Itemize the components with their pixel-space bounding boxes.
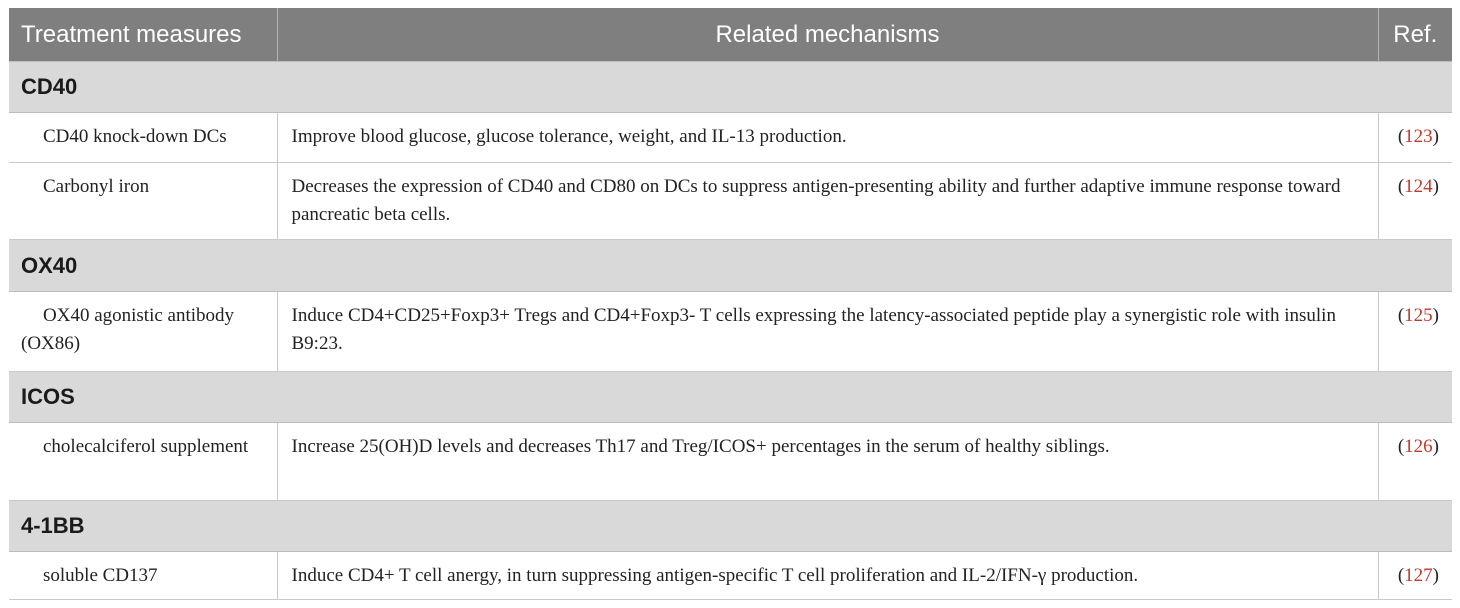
ref-open-paren: ( <box>1397 565 1405 586</box>
ref-cell <box>1378 423 1452 501</box>
treatment-cell: OX40 agonistic antibody (OX86) <box>9 292 277 372</box>
table-row <box>9 423 1452 501</box>
mechanism-cell: Improve blood glucose, glucose tolerance, weight, and IL-13 production. <box>277 113 1378 163</box>
ref-link[interactable]: 125 <box>1404 305 1433 326</box>
group-row-4-1bb <box>9 501 1452 552</box>
mechanism-cell: Increase 25(OH)D levels and decreases Th17 and Treg/ICOS+ percentages in the serum of healthy siblings. <box>277 423 1378 501</box>
ref-open-paren: ( <box>1397 436 1405 457</box>
ref-cell <box>1378 113 1452 163</box>
ref-close-paren: ) <box>1432 436 1439 457</box>
column-header-mechanisms: Related mechanisms <box>277 8 1378 62</box>
ref-close-paren: ) <box>1432 305 1439 326</box>
treatment-cell: CD40 knock-down DCs <box>9 113 277 163</box>
ref-open-paren: ( <box>1397 176 1405 197</box>
ref-open-paren: ( <box>1397 126 1405 147</box>
table-row <box>9 113 1452 163</box>
table-row <box>9 163 1452 240</box>
table-row <box>9 292 1452 372</box>
table-header-row <box>9 8 1452 62</box>
column-header-treatment: Treatment measures <box>9 8 277 62</box>
ref-cell <box>1378 552 1452 600</box>
mechanism-cell: Decreases the expression of CD40 and CD80 on DCs to suppress antigen-presenting ability and further adaptive immune response toward pancreatic beta cells. <box>277 163 1378 240</box>
group-label: CD40 <box>9 62 1452 113</box>
ref-close-paren: ) <box>1432 565 1439 586</box>
ref-close-paren: ) <box>1432 176 1439 197</box>
table-row <box>9 552 1452 600</box>
ref-link[interactable]: 124 <box>1404 176 1433 197</box>
mechanism-cell: Induce CD4+ T cell anergy, in turn suppressing antigen-specific T cell proliferation and IL-2/IFN-γ production. <box>277 552 1378 600</box>
group-row-ox40 <box>9 240 1452 292</box>
group-row-cd40 <box>9 62 1452 113</box>
treatment-cell: soluble CD137 <box>9 552 277 600</box>
treatment-cell: Carbonyl iron <box>9 163 277 240</box>
mechanism-cell: Induce CD4+CD25+Foxp3+ Tregs and CD4+Foxp3- T cells expressing the latency-associated peptide play a synergistic role with insulin B9:23. <box>277 292 1378 372</box>
group-row-icos <box>9 372 1452 423</box>
ref-cell <box>1378 292 1452 372</box>
column-header-ref: Ref. <box>1378 8 1452 62</box>
ref-open-paren: ( <box>1397 305 1405 326</box>
treatment-cell: cholecalciferol supplement <box>9 423 277 501</box>
group-label: 4-1BB <box>9 501 1452 552</box>
ref-link[interactable]: 127 <box>1404 565 1433 586</box>
ref-link[interactable]: 123 <box>1404 126 1433 147</box>
ref-close-paren: ) <box>1432 126 1439 147</box>
ref-link[interactable]: 126 <box>1404 436 1433 457</box>
group-label: OX40 <box>9 240 1452 292</box>
ref-cell <box>1378 163 1452 240</box>
group-label: ICOS <box>9 372 1452 423</box>
treatment-table <box>9 8 1452 600</box>
